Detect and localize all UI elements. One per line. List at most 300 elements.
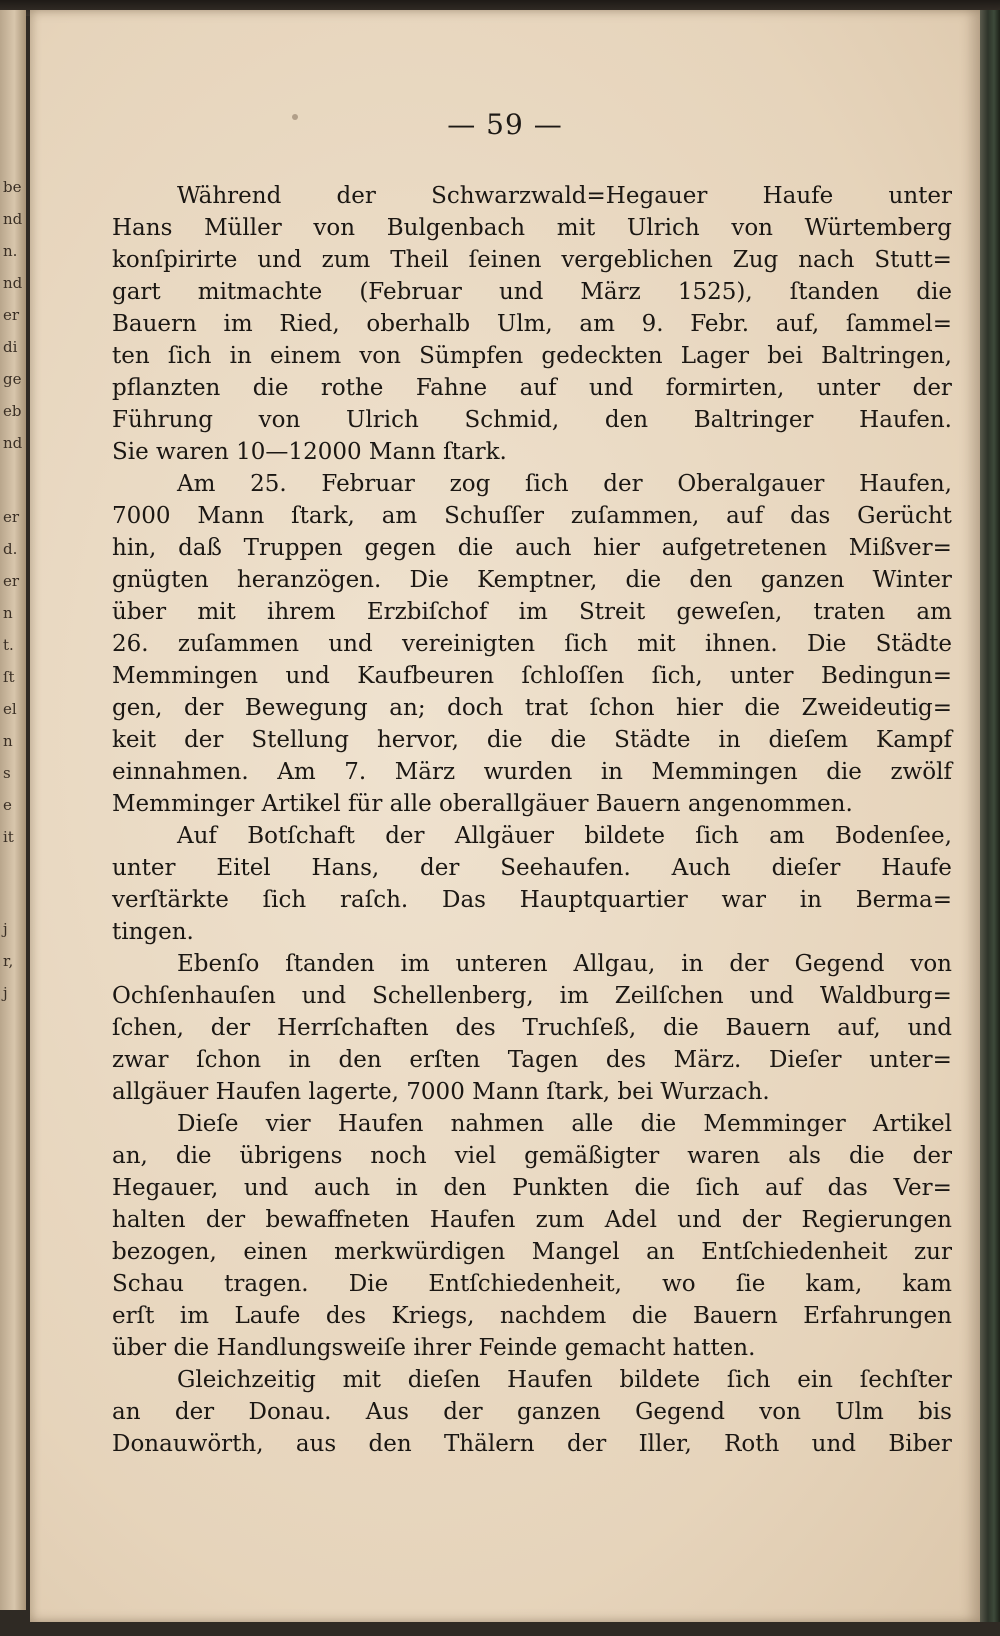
word: an, — [112, 1143, 148, 1169]
word: halten — [112, 1207, 186, 1233]
word: Kemptner, — [477, 567, 598, 593]
word: ihrem — [267, 599, 336, 625]
word: der — [443, 1399, 483, 1425]
margin-fragment: di — [3, 338, 18, 356]
word: Regierungen — [801, 1207, 952, 1233]
word: der — [566, 1431, 607, 1457]
previous-page-margin — [0, 10, 26, 1610]
text-line — [112, 564, 952, 596]
word: erſt — [112, 1303, 155, 1329]
word: kam — [902, 1271, 952, 1297]
text-line: über die Handlungsweiſe ihrer Feinde gemacht hatten. — [112, 1335, 756, 1361]
text-line — [112, 532, 952, 564]
text-line — [112, 980, 952, 1012]
word: Gegend — [794, 951, 885, 977]
word: Kampf — [876, 727, 952, 753]
word: Allgäuer — [454, 823, 555, 849]
word: Dieſe — [177, 1111, 239, 1137]
word: zur — [914, 1239, 952, 1265]
word: Punkten — [512, 1175, 609, 1201]
word: bildete — [619, 1367, 701, 1393]
word: ſechſter — [859, 1367, 952, 1393]
word: in — [681, 951, 704, 977]
word: am — [579, 311, 615, 337]
page-number: — 59 — — [447, 108, 563, 141]
word: von — [258, 407, 301, 433]
word: unteren — [455, 951, 548, 977]
text-line — [112, 1364, 952, 1396]
word: Baltringer — [693, 407, 814, 433]
margin-fragment: er — [3, 508, 20, 526]
word: ſich — [695, 1175, 740, 1201]
word: Dieſer — [769, 1047, 842, 1073]
word: mit — [197, 599, 236, 625]
word: auch — [313, 1175, 371, 1201]
word: Iller, — [638, 1431, 692, 1457]
word: verſtärkte — [112, 887, 229, 913]
margin-fragment: er — [3, 306, 20, 324]
word: die — [175, 1143, 212, 1169]
word: der — [184, 695, 224, 721]
word: mit — [556, 215, 596, 241]
word: der — [912, 1143, 952, 1169]
word: von — [313, 215, 356, 241]
word: Erfahrungen — [803, 1303, 952, 1329]
word: 7. — [344, 759, 367, 785]
word: Würtemberg — [804, 215, 952, 241]
word: Ver= — [893, 1175, 952, 1201]
word: Während — [177, 183, 282, 209]
word: auf — [764, 1175, 803, 1201]
book-binding — [980, 10, 1000, 1622]
word: ſtanden — [285, 951, 375, 977]
text-line — [112, 1428, 952, 1460]
word: in — [600, 759, 623, 785]
word: ſtanden — [789, 279, 880, 305]
word: ſich — [262, 887, 307, 913]
text-line — [112, 1140, 952, 1172]
word: 9. — [641, 311, 664, 337]
word: Ulrich — [626, 215, 700, 241]
word: nach — [798, 247, 855, 273]
word: ſtark, — [291, 503, 355, 529]
word: Zweideutig= — [801, 695, 952, 721]
word: Haufen — [429, 1207, 516, 1233]
text-line: allgäuer Haufen lagerte, 7000 Mann ſtark, bei Wurzach. — [112, 1079, 770, 1105]
word: ſich — [726, 1367, 771, 1393]
word: Sümpfen — [419, 343, 524, 369]
word: einen — [243, 1239, 308, 1265]
margin-fragment: it — [3, 828, 14, 846]
word: der — [174, 1399, 215, 1425]
margin-fragment: t. — [3, 636, 14, 654]
word: gegen — [364, 535, 436, 561]
word: als — [788, 1143, 821, 1169]
word: Städte — [614, 727, 691, 753]
text-line — [112, 820, 952, 852]
word: im — [179, 1303, 210, 1329]
word: die — [634, 1175, 671, 1201]
word: dieſen — [407, 1367, 481, 1393]
word: unter — [730, 663, 794, 689]
word: Aus — [365, 1399, 409, 1425]
word: 1525), — [677, 279, 753, 305]
word: Auf — [177, 823, 217, 849]
word: daß — [178, 535, 222, 561]
word: in — [395, 1175, 418, 1201]
margin-fragment: n. — [3, 242, 18, 260]
word: geweſen, — [676, 599, 783, 625]
word: bezogen, — [112, 1239, 217, 1265]
word: die — [486, 727, 523, 753]
word: mit — [342, 1367, 381, 1393]
word: Entſchiedenheit — [701, 1239, 888, 1265]
margin-fragment: n — [3, 604, 13, 622]
word: am — [381, 503, 418, 529]
word: raſch. — [340, 887, 409, 913]
word: ganzen — [516, 1399, 601, 1425]
margin-fragment: eb — [3, 402, 22, 420]
word: Truchſeß, — [522, 1015, 637, 1041]
word: des — [605, 1047, 647, 1073]
word: und — [811, 1431, 856, 1457]
margin-fragment: el — [3, 700, 17, 718]
word: der — [603, 471, 643, 497]
word: mit — [637, 631, 676, 657]
word: Memmingen — [112, 663, 259, 689]
word: Kaufbeuren — [357, 663, 495, 689]
word: ſeinen — [468, 247, 542, 273]
word: Allgau, — [573, 951, 656, 977]
word: der — [385, 823, 425, 849]
word: die — [848, 1143, 885, 1169]
word: ſich, — [651, 663, 703, 689]
text-line: Sie waren 10—12000 Mann ſtark. — [112, 439, 507, 465]
word: tragen. — [224, 1271, 309, 1297]
word: noch — [370, 1143, 427, 1169]
text-line — [112, 628, 952, 660]
word: Müller — [204, 215, 282, 241]
word: im — [400, 951, 430, 977]
word: und — [677, 1207, 722, 1233]
word: Die — [409, 567, 449, 593]
word: Gleichzeitig — [177, 1367, 316, 1393]
word: den — [443, 1175, 487, 1201]
word: Schellenberg, — [372, 983, 534, 1009]
word: ſich — [695, 823, 739, 849]
word: in — [288, 1047, 311, 1073]
word: ganzen — [760, 567, 845, 593]
word: März — [394, 759, 456, 785]
word: die — [457, 535, 494, 561]
text-line — [112, 724, 952, 756]
word: Herrſchaften — [276, 1015, 429, 1041]
word: von — [759, 1399, 801, 1425]
word: die — [252, 375, 289, 401]
text-line — [112, 180, 952, 212]
word: hin, — [112, 535, 157, 561]
word: Hegauer, — [112, 1175, 219, 1201]
word: alle — [571, 1111, 614, 1137]
text-line — [112, 500, 952, 532]
margin-fragment: nd — [3, 210, 23, 228]
word: nahmen — [450, 1111, 545, 1137]
word: und — [328, 631, 373, 657]
word: 7000 — [112, 503, 171, 529]
word: der — [729, 951, 769, 977]
text-line — [112, 212, 952, 244]
word: Erzbiſchof — [366, 599, 488, 625]
word: Stutt= — [874, 247, 952, 273]
word: Stellung — [251, 727, 350, 753]
word: heranzögen. — [236, 567, 382, 593]
word: erſten — [409, 1047, 481, 1073]
word: der — [912, 375, 952, 401]
word: Lager — [680, 343, 750, 369]
body-text — [112, 180, 952, 1460]
word: Entſchiedenheit, — [428, 1271, 622, 1297]
word: ten — [112, 343, 150, 369]
word: in — [799, 887, 822, 913]
margin-fragment: ſt — [3, 668, 15, 686]
word: Streit — [579, 599, 646, 625]
word: ein — [797, 1367, 833, 1393]
word: Mißver= — [848, 535, 952, 561]
word: Truppen — [243, 535, 343, 561]
word: im — [223, 311, 253, 337]
word: des — [455, 1015, 496, 1041]
word: Donau. — [248, 1399, 332, 1425]
word: an — [112, 1399, 141, 1425]
word: pflanzten — [112, 375, 221, 401]
word: Waldburg= — [819, 983, 952, 1009]
word: Biber — [888, 1431, 952, 1457]
word: zuſammen, — [570, 503, 700, 529]
word: bildete — [584, 823, 665, 849]
word: dieſem — [768, 727, 849, 753]
word: Ochſenhauſen — [112, 983, 276, 1009]
word: hervor, — [376, 727, 459, 753]
word: 26. — [112, 631, 149, 657]
word: vergeblichen — [561, 247, 713, 273]
word: Führung — [112, 407, 213, 433]
word: einnahmen. — [112, 759, 249, 785]
word: der — [336, 183, 376, 209]
word: Ulm, — [496, 311, 553, 337]
word: in — [229, 343, 252, 369]
word: am — [769, 823, 805, 849]
word: zum — [535, 1207, 585, 1233]
word: Baltringen, — [821, 343, 952, 369]
word: waren — [687, 1143, 761, 1169]
word: ſammel= — [845, 311, 952, 337]
word: zum — [321, 247, 371, 273]
word: Die — [348, 1271, 389, 1297]
word: vereinigten — [401, 631, 536, 657]
word: Adel — [604, 1207, 657, 1233]
word: Hans, — [311, 855, 380, 881]
word: aufgetretenen — [661, 535, 828, 561]
word: Bulgenbach — [386, 215, 526, 241]
word: die — [625, 567, 662, 593]
word: einem — [269, 343, 342, 369]
word: Gerücht — [857, 503, 952, 529]
word: der — [741, 1207, 782, 1233]
text-line — [112, 1044, 952, 1076]
word: bewaffneten — [265, 1207, 410, 1233]
word: Schwarzwald=Hegauer — [431, 183, 708, 209]
word: den — [604, 407, 649, 433]
word: über — [112, 599, 167, 625]
margin-fragment: j — [3, 984, 8, 1002]
text-line — [112, 756, 952, 788]
word: Auch — [671, 855, 731, 881]
text-line — [112, 1108, 952, 1140]
word: Febr. — [690, 311, 750, 337]
word: März — [580, 279, 641, 305]
text-line — [112, 692, 952, 724]
word: die — [640, 1111, 677, 1137]
text-line — [112, 340, 952, 372]
word: oberhalb — [366, 311, 471, 337]
word: unter= — [869, 1047, 952, 1073]
word: Städte — [875, 631, 952, 657]
word: und — [243, 1175, 289, 1201]
word: gedeckten — [541, 343, 663, 369]
word: Schmid, — [464, 407, 560, 433]
word: unter — [112, 855, 176, 881]
word: das — [790, 503, 831, 529]
word: Haufe — [881, 855, 952, 881]
word: zuſammen — [177, 631, 300, 657]
word: Am — [177, 471, 216, 497]
word: von — [731, 215, 773, 241]
text-line — [112, 1204, 952, 1236]
word: Bewegung — [244, 695, 368, 721]
word: wo — [662, 1271, 696, 1297]
word: viel — [454, 1143, 497, 1169]
margin-fragment: r, — [3, 952, 14, 970]
word: in — [718, 727, 741, 753]
word: Gegend — [635, 1399, 725, 1425]
word: zog — [449, 471, 491, 497]
word: die — [631, 1303, 668, 1329]
word: ſich — [167, 343, 212, 369]
word: Haufe — [762, 183, 834, 209]
text-line — [112, 1396, 952, 1428]
word: Ried, — [279, 311, 340, 337]
word: Oberalgauer — [677, 471, 825, 497]
word: Hauptquartier — [519, 887, 688, 913]
word: den — [338, 1047, 382, 1073]
word: merkwürdigen — [334, 1239, 506, 1265]
word: von — [910, 951, 952, 977]
word: Memmingen — [651, 759, 798, 785]
word: der — [205, 1207, 246, 1233]
word: (Februar — [359, 279, 462, 305]
word: mitmachte — [197, 279, 323, 305]
word: Am — [277, 759, 316, 785]
word: Haufen, — [859, 471, 952, 497]
word: ſchloſſen — [521, 663, 625, 689]
word: und — [907, 1015, 952, 1041]
word: zwar — [112, 1047, 169, 1073]
word: ſich — [525, 471, 569, 497]
word: bei — [767, 343, 803, 369]
word: 25. — [250, 471, 287, 497]
word: gen, — [112, 695, 163, 721]
text-line — [112, 948, 952, 980]
text-line: tingen. — [112, 919, 194, 945]
word: Mangel — [531, 1239, 620, 1265]
word: Mann — [197, 503, 265, 529]
word: gnügten — [112, 567, 209, 593]
word: das — [827, 1175, 868, 1201]
word: übrigens — [239, 1143, 343, 1169]
word: Kriegs, — [391, 1303, 475, 1329]
word: Bauern — [725, 1015, 811, 1041]
text-line — [112, 372, 952, 404]
word: Botſchaft — [247, 823, 355, 849]
word: Berma= — [855, 887, 952, 913]
word: an; — [389, 695, 426, 721]
text-line — [112, 468, 952, 500]
word: Die — [806, 631, 847, 657]
word: unter — [816, 375, 881, 401]
word: unter — [888, 183, 952, 209]
word: kam, — [805, 1271, 863, 1297]
word: der — [184, 727, 224, 753]
word: Bauern — [692, 1303, 778, 1329]
text-line — [112, 1268, 952, 1300]
word: Schau — [112, 1271, 184, 1297]
word: Eitel — [216, 855, 271, 881]
word: Roth — [724, 1431, 780, 1457]
word: den — [689, 567, 733, 593]
word: der — [210, 1015, 251, 1041]
margin-fragment: be — [3, 178, 22, 196]
text-line — [112, 1172, 952, 1204]
word: Ulrich — [346, 407, 419, 433]
word: ſchon — [196, 1047, 262, 1073]
word: Laufe — [234, 1303, 301, 1329]
margin-fragment: e — [3, 796, 12, 814]
word: bis — [918, 1399, 952, 1425]
word: auf, — [837, 1015, 881, 1041]
margin-fragment: n — [3, 732, 13, 750]
word: der — [420, 855, 460, 881]
margin-fragment: s — [3, 764, 11, 782]
word: auf — [726, 503, 764, 529]
word: Bauern — [112, 311, 197, 337]
word: Februar — [321, 471, 415, 497]
word: zwölf — [890, 759, 952, 785]
word: des — [325, 1303, 367, 1329]
word: Winter — [872, 567, 952, 593]
word: doch — [447, 695, 504, 721]
text-line — [112, 596, 952, 628]
word: Thälern — [443, 1431, 535, 1457]
word: Bodenſee, — [834, 823, 952, 849]
word: wurden — [483, 759, 573, 785]
word: Bedingun= — [820, 663, 952, 689]
word: ſich — [564, 631, 608, 657]
text-line — [112, 1012, 952, 1044]
text-line — [112, 1300, 952, 1332]
word: die — [744, 695, 781, 721]
word: ihnen. — [704, 631, 778, 657]
word: und — [285, 663, 330, 689]
